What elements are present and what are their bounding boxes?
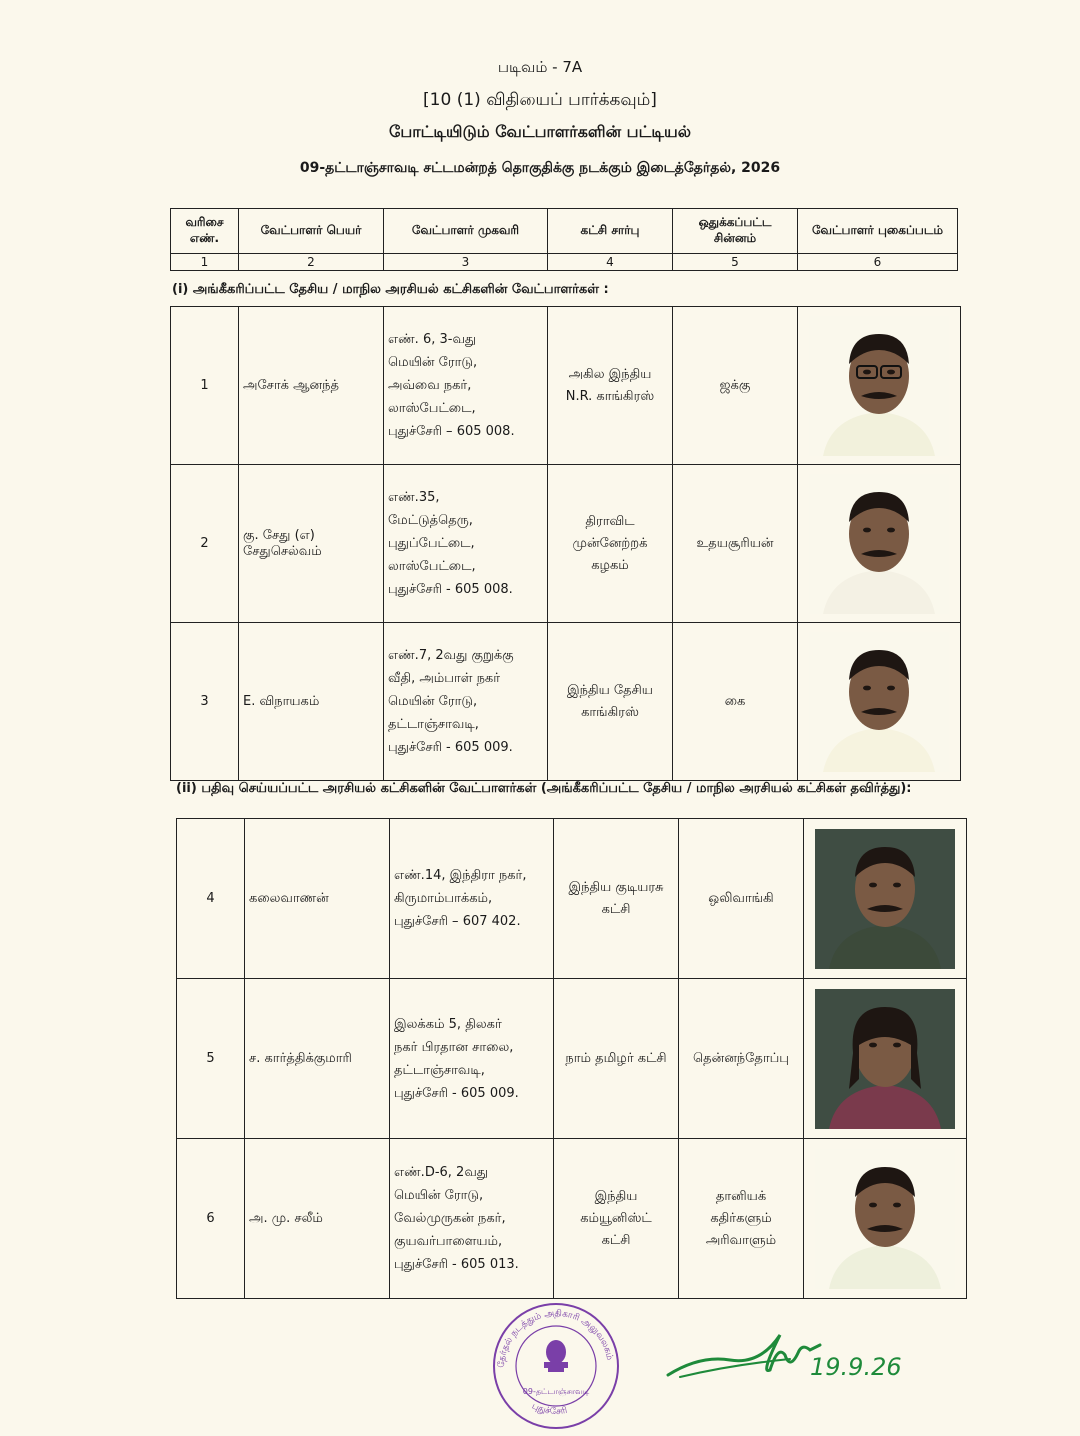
- svg-text:புதுச்சேரி: [530, 1401, 568, 1417]
- address-line: லாஸ்பேட்டை,: [388, 401, 476, 416]
- address-line: லாஸ்பேட்டை,: [388, 559, 476, 574]
- candidate-row: [171, 465, 961, 623]
- address-line: மெயின் ரோடு,: [388, 694, 478, 709]
- seal-center-text: 09-தட்டாஞ்சாவடி: [522, 1387, 590, 1396]
- candidate-photo: [815, 1149, 955, 1289]
- section-recognised-parties-label: (i) அங்கீகரிப்பட்ட தேசிய / மாநில அரசியல் கட்சிகளின் வேட்பாளர்கள் :: [172, 282, 609, 297]
- candidate-name-line: E. விநாயகம்: [243, 693, 320, 709]
- address-line: எண்.35,: [388, 490, 440, 505]
- candidate-photo-cell: [798, 465, 961, 623]
- col-header-address: வேட்பாளர் முகவரி: [384, 209, 548, 254]
- candidate-name: [239, 465, 384, 623]
- party-line: காங்கிரஸ்: [581, 704, 639, 720]
- party-line: முன்னேற்றக்: [572, 535, 648, 551]
- candidate-address: [390, 1139, 554, 1299]
- serial-number: 2: [171, 465, 239, 623]
- party-affiliation: [548, 623, 673, 781]
- candidate-name: [239, 623, 384, 781]
- party-line: கம்யூனிஸ்ட்: [580, 1210, 652, 1226]
- candidate-photo: [809, 316, 949, 456]
- col-header-party: கட்சி சார்பு: [548, 209, 673, 254]
- serial-number: 6: [177, 1139, 245, 1299]
- address-line: எண்.7, 2வது குறுக்கு: [388, 648, 514, 663]
- allotted-symbol: [673, 465, 798, 623]
- serial-number: 3: [171, 623, 239, 781]
- allotted-symbol: [679, 819, 804, 979]
- col-header-photo: வேட்பாளர் புகைப்படம்: [798, 209, 958, 254]
- form-number: படிவம் - 7A: [497, 58, 583, 76]
- address-line: எண்.14, இந்திரா நகர்,: [394, 868, 527, 883]
- document-title: போட்டியிடும் வேட்பாளர்களின் பட்டியல்: [388, 122, 692, 141]
- candidate-row: [177, 979, 967, 1139]
- address-line: புதுச்சேரி – 607 402.: [394, 914, 521, 929]
- party-affiliation: [548, 307, 673, 465]
- candidate-name-line: அசோக் ஆனந்த்: [243, 377, 339, 393]
- symbol-line: கதிர்களும்: [710, 1210, 772, 1226]
- candidate-photo: [815, 989, 955, 1129]
- col-header-name: வேட்பாளர் பெயர்: [239, 209, 384, 254]
- seal-top-text: தேர்தல் நடத்தும் அதிகாரி அலுவலகம்: [496, 1308, 615, 1369]
- candidate-name-line: கலைவாணன்: [249, 890, 329, 906]
- candidate-photo-cell: [804, 979, 967, 1139]
- party-line: கட்சி: [601, 901, 631, 917]
- symbol-line: அரிவாளும்: [705, 1232, 777, 1248]
- candidate-address: [390, 819, 554, 979]
- address-line: மெயின் ரோடு,: [388, 355, 478, 370]
- section-registered-parties-label: (ii) பதிவு செய்யப்பட்ட அரசியல் கட்சிகளின் வேட்பாளர்கள் (அங்கீகரிப்பட்ட தேசிய / மாநில அரசியல் கட்சிகள் தவிர்த்து):: [176, 781, 912, 796]
- candidate-address: [384, 307, 548, 465]
- party-line: N.R. காங்கிரஸ்: [565, 388, 655, 404]
- address-line: எண்.D-6, 2வது: [394, 1165, 489, 1180]
- emblem-icon: [544, 1340, 568, 1372]
- serial-number: 5: [177, 979, 245, 1139]
- party-line: நாம் தமிழர் கட்சி: [565, 1050, 667, 1066]
- serial-number: 1: [171, 307, 239, 465]
- party-line: அகில இந்திய: [568, 366, 652, 382]
- address-line: தட்டாஞ்சாவடி,: [388, 717, 479, 732]
- address-line: இலக்கம் 5, திலகர்: [394, 1016, 502, 1032]
- address-line: புதுச்சேரி - 605 013.: [394, 1257, 519, 1272]
- symbol-line: ஜக்கு: [719, 377, 751, 393]
- address-line: எண். 6, 3-வது: [388, 332, 477, 347]
- allotted-symbol: [673, 623, 798, 781]
- party-affiliation: [554, 979, 679, 1139]
- party-line: இந்திய தேசிய: [567, 682, 653, 698]
- candidate-photo: [809, 632, 949, 772]
- candidate-photo: [815, 829, 955, 969]
- party-line: இந்திய: [594, 1188, 638, 1204]
- candidate-name-line: கு. சேது (எ): [243, 527, 315, 543]
- candidate-row: [177, 1139, 967, 1299]
- address-line: புதுச்சேரி - 605 009.: [388, 740, 513, 755]
- registered-candidates-table: [176, 818, 967, 1299]
- candidate-photo: [809, 474, 949, 614]
- address-line: வீதி, அம்பாள் நகர்: [388, 671, 501, 686]
- symbol-line: ஒலிவாங்கி: [708, 890, 774, 906]
- serial-number: 4: [177, 819, 245, 979]
- candidate-name-line: ச. கார்த்திக்குமாரி: [249, 1050, 352, 1066]
- party-line: கழகம்: [591, 557, 629, 573]
- address-line: மேட்டுத்தெரு,: [388, 513, 473, 528]
- col-number: 3: [384, 254, 548, 271]
- address-line: புதுப்பேட்டை,: [388, 536, 475, 551]
- party-affiliation: [548, 465, 673, 623]
- candidate-name: [239, 307, 384, 465]
- allotted-symbol: [679, 1139, 804, 1299]
- rule-reference: [10 (1) விதியைப் பார்க்கவும்]: [423, 90, 657, 110]
- col-number: 6: [798, 254, 958, 271]
- candidate-address: [384, 623, 548, 781]
- recognised-candidates-table: [170, 306, 961, 781]
- candidate-name: [245, 979, 390, 1139]
- candidate-name-line: அ. மு. சலீம்: [249, 1210, 323, 1226]
- candidate-address: [390, 979, 554, 1139]
- signature-date: 19.9.26: [810, 1353, 902, 1381]
- address-line: தட்டாஞ்சாவடி,: [394, 1062, 485, 1078]
- address-line: வேல்முருகன் நகர்,: [394, 1211, 506, 1226]
- candidate-photo-cell: [798, 307, 961, 465]
- address-line: புதுச்சேரி – 605 008.: [388, 424, 515, 439]
- symbol-line: தானியக்: [715, 1188, 767, 1204]
- col-header-symbol: ஒதுக்கப்பட்ட சின்னம்: [673, 209, 798, 254]
- party-line: இந்திய குடியரசு: [568, 879, 664, 895]
- allotted-symbol: [679, 979, 804, 1139]
- document-subtitle: 09-தட்டாஞ்சாவடி சட்டமன்றத் தொகுதிக்கு நடக்கும் இடைத்தேர்தல், 2026: [299, 160, 781, 176]
- col-number: 2: [239, 254, 384, 271]
- candidate-photo-cell: [798, 623, 961, 781]
- party-line: திராவிட: [585, 513, 635, 529]
- candidate-name: [245, 819, 390, 979]
- address-line: மெயின் ரோடு,: [394, 1188, 484, 1203]
- address-line: அவ்வை நகர்,: [388, 378, 472, 393]
- col-number: 1: [171, 254, 239, 271]
- official-seal: [486, 1300, 626, 1430]
- address-line: கிருமாம்பாக்கம்,: [394, 891, 493, 906]
- party-affiliation: [554, 1139, 679, 1299]
- party-affiliation: [554, 819, 679, 979]
- handwritten-signature: [660, 1315, 920, 1395]
- column-header-table: [170, 208, 958, 271]
- candidate-row: [177, 819, 967, 979]
- party-line: கட்சி: [601, 1232, 631, 1248]
- seal-bottom-text: புதுச்சேரி: [530, 1401, 569, 1418]
- col-number: 4: [548, 254, 673, 271]
- candidate-address: [384, 465, 548, 623]
- address-line: புதுச்சேரி - 605 009.: [394, 1085, 519, 1101]
- candidate-row: [171, 623, 961, 781]
- candidate-row: [171, 307, 961, 465]
- candidate-photo-cell: [804, 1139, 967, 1299]
- candidate-photo-cell: [804, 819, 967, 979]
- symbol-line: உதயசூரியன்: [696, 535, 774, 551]
- address-line: குயவர்பாளையம்,: [394, 1234, 503, 1249]
- allotted-symbol: [673, 307, 798, 465]
- symbol-line: கை: [724, 693, 746, 709]
- col-number: 5: [673, 254, 798, 271]
- symbol-line: தென்னந்தோப்பு: [693, 1050, 789, 1066]
- address-line: புதுச்சேரி - 605 008.: [388, 582, 513, 597]
- candidate-name-line: சேதுசெல்வம்: [243, 543, 322, 559]
- col-header-serial: வரிசை எண்.: [171, 209, 239, 254]
- candidate-name: [245, 1139, 390, 1299]
- address-line: நகர் பிரதான சாலை,: [394, 1039, 514, 1055]
